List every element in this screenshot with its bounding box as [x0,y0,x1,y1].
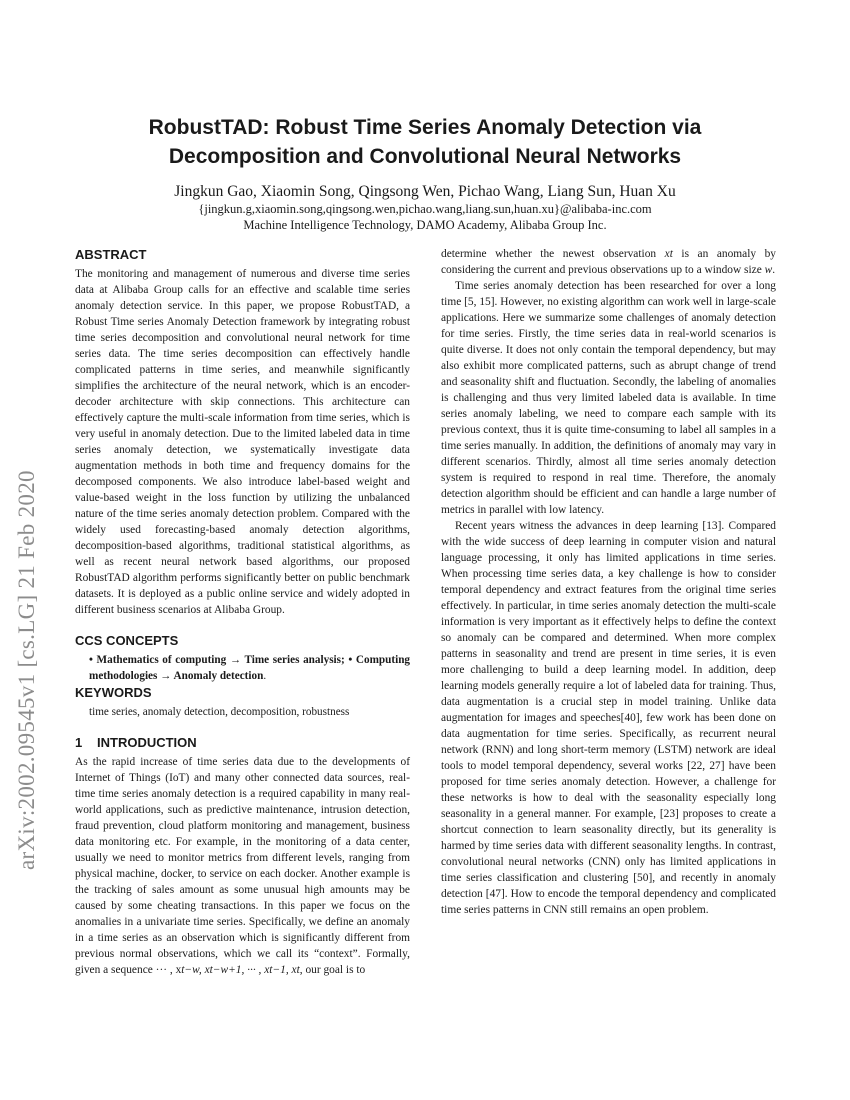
abstract-heading: ABSTRACT [75,247,147,262]
intro-paragraph-1-cont [441,246,776,278]
title-line-2: Decomposition and Convolutional Neural Networks [168,145,682,168]
paper-title [80,113,770,171]
affiliation: Machine Intelligence Technology, DAMO Academy, Alibaba Group Inc. [243,218,607,232]
ccs-heading: CCS CONCEPTS [75,633,179,648]
title-line-1: RobustTAD: Robust Time Series Anomaly Detection via [148,116,702,139]
ccs-concepts [75,652,410,684]
intro-paragraph-3: Recent years witness the advances in deep learning [13]. Compared with the wide success of deep learning in computer vision and natural language processing, it only has limited applications in time series. When processing time series data, a key challenge is how to consider temporal dependency and extract features from the original time series effectively. In particular, in time series anomaly detection the multi-scale information is very important as it effectively helps to define the context so anomaly can be compared and determined. When more complex patterns in seasonality and trend are present in time series, it is even more challenging to build a deep learning model. In addition, deep learning models generally require a lot of labeled data for training. Thus, data augmentation is a crucial step in model training. Unlike data augmentation for images and speeches[40], few work has been done on data augmentation for time series. Specifically, as recurrent neural network (RNN) and long short-term memory (LSTM) network are ideal tools to model temporal dependency, several works [22, 27] have been proposed for time series anomaly detection. However, a challenge for these networks is how to deal with the seasonality especially long seasonality in a general manner. For example, [23] proposes to create a shortcut connection to learn seasonality directly, but its generality is harmed by time series data with different seasonality lengths. In contrast, convolutional neural networks (CNN) only has limited applications in time series classification and clustering [50], and recently in anomaly detection [47]. How to encode the temporal dependency and complicated time series patterns in CNN still remains an open problem. [441,520,776,916]
intro-p1-end: , our goal is to [299,964,366,976]
ccs-concept-2: • Computing methodologies → Anomaly detection [89,654,411,682]
intro-cont-b: is an anomaly by considering the current and previous observations up to a window size [441,248,777,276]
intro-p1-text: As the rapid increase of time series data due to the developments of Internet of Things (IoT) and many other connected data sources, real-time time series anomaly detection is a required capability in many real-world applications, such as predictive maintenance, intrusion detection, fraud prevention, cloud platform monitoring and management, business data monitoring etc. For example, in the monitoring of a data center, usually we need to monitor metrics from different levels, ranging from physical machine, docker, to service on each docker. Another example is the tracking of sales amount as some unusual high amounts may be caused by some cheating transactions. In this paper we focus on the anomalies in a univariate time series. Specifically, we define an anomaly in a time series as an observation which is significantly different from previous normal observations, which we call its “context”. Formally, given a sequence ··· , x [75,756,410,976]
intro-p1-math: t−w, xt−w+1, ··· , xt−1, xt [181,964,300,976]
left-column [75,246,410,978]
ccs-concept-1: • Mathematics of computing → Time series analysis; [89,654,345,666]
intro-paragraph-2: Time series anomaly detection has been researched for over a long time [5, 15]. However, no existing algorithm can work well in large-scale applications. Here we summarize some challenges of anomaly detection for time series. Firstly, the time series data in real-world scenarios is quite diverse. It does not only contain the temporal dependency, but may also exhibit more complicated patterns, such as abrupt change of trend and seasonality shift and fluctuation. Secondly, the labeling of anomalies is challenging and thus very limited labeled data is available. In time series anomaly labeling, we need to compare each sample with its previous context, thus it is quite time-consuming to label all samples in a time series manually. In addition, the definitions of anomaly may vary in different scenarios. Thirdly, almost all time series anomaly detection system is required to respond in real time. Therefore, the anomaly detection algorithm should be efficient and can handle a large number of metrics in parallel with low latency. [441,280,776,516]
intro-cont-math: xt [664,248,673,260]
intro-cont-w: w [764,264,773,276]
intro-number: 1 [75,735,83,750]
keywords-heading: KEYWORDS [75,685,152,700]
right-column [441,246,776,918]
abstract-text: The monitoring and management of numerous and diverse time series data at Alibaba Group calls for an effective and scalable time series anomaly detection service. In this paper, we propose RobustTAD, a Robust Time series Anomaly Detection framework by integrating robust time series decomposition and convolutional neural network for time series data. The time series decomposition can effectively handle complicated patterns in time series, and meanwhile significantly simplifies the architecture of the neural network, which is an encoder-decoder architecture with skip connections. This architecture can effectively capture the multi-scale information from time series, which is very useful in anomaly detection. Due to the limited labeled data in time series anomaly detection, we systematically investigate data augmentation methods in both time and frequency domains for the decomposed components. We also introduce label-based weight and value-based weight in the loss function by utilizing the unbalanced nature of the time series anomaly detection problem. Compared with the widely used forecasting-based anomaly detection algorithms, decomposition-based algorithms, traditional statistical algorithms, as well as recent neural network based algorithms, our proposed RobustTAD algorithm performs significantly better on public benchmark datasets. It is deployed as a public online service and widely adopted in different business scenarios at Alibaba Group. [75,268,410,616]
ccs-end: . [263,670,267,682]
intro-heading [75,734,410,752]
intro-cont-a: determine whether the newest observation [441,248,665,260]
arxiv-stamp[interactable]: arXiv:2002.09545v1 [cs.LG] 21 Feb 2020 [14,470,39,870]
intro-paragraph-1 [75,754,410,978]
intro-title: INTRODUCTION [97,735,197,750]
author-emails: {jingkun.g,xiaomin.song,qingsong.wen,pichao.wang,liang.sun,huan.xu}@alibaba-inc.com [198,202,652,216]
keywords-text: time series, anomaly detection, decomposition, robustness [89,706,350,718]
author-list: Jingkun Gao, Xiaomin Song, Qingsong Wen, Pichao Wang, Liang Sun, Huan Xu [174,183,676,200]
intro-cont-c: . [772,264,776,276]
